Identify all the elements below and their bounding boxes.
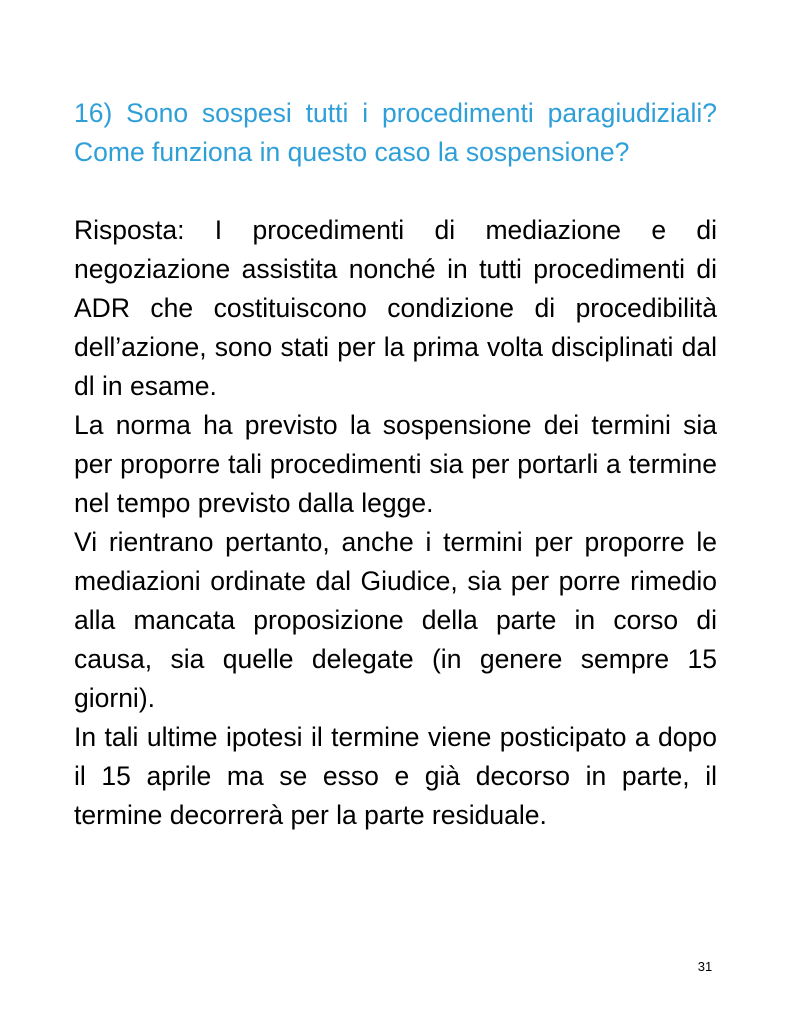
answer-paragraph: La norma ha previsto la sospensione dei termini sia per proporre tali procedimenti sia per portarli a termine nel tempo previsto dalla legge. xyxy=(74,410,717,518)
page-number: 31 xyxy=(697,959,713,974)
answer-paragraph: In tali ultime ipotesi il termine viene posticipato a dopo il 15 aprile ma se esso e già decorso in parte, il termine decorrerà per la parte residuale. xyxy=(74,722,717,830)
answer-paragraph: Risposta: I procedimenti di mediazione e di negoziazione assistita nonché in tutti procedimenti di ADR che costituiscono condizione di procedibilità dell’azione, sono stati per la prima volta disciplinati dal dl in esame. xyxy=(74,215,717,401)
page-content xyxy=(74,94,717,835)
answer-body xyxy=(74,211,717,835)
question-heading: 16) Sono sospesi tutti i procedimenti paragiudiziali? Come funziona in questo caso la sospensione? xyxy=(74,98,717,167)
answer-paragraph: Vi rientrano pertanto, anche i termini per proporre le mediazioni ordinate dal Giudice, sia per porre rimedio alla mancata proposizione della parte in corso di causa, sia quelle delegate (in genere sempre 15 giorni). xyxy=(74,527,717,713)
